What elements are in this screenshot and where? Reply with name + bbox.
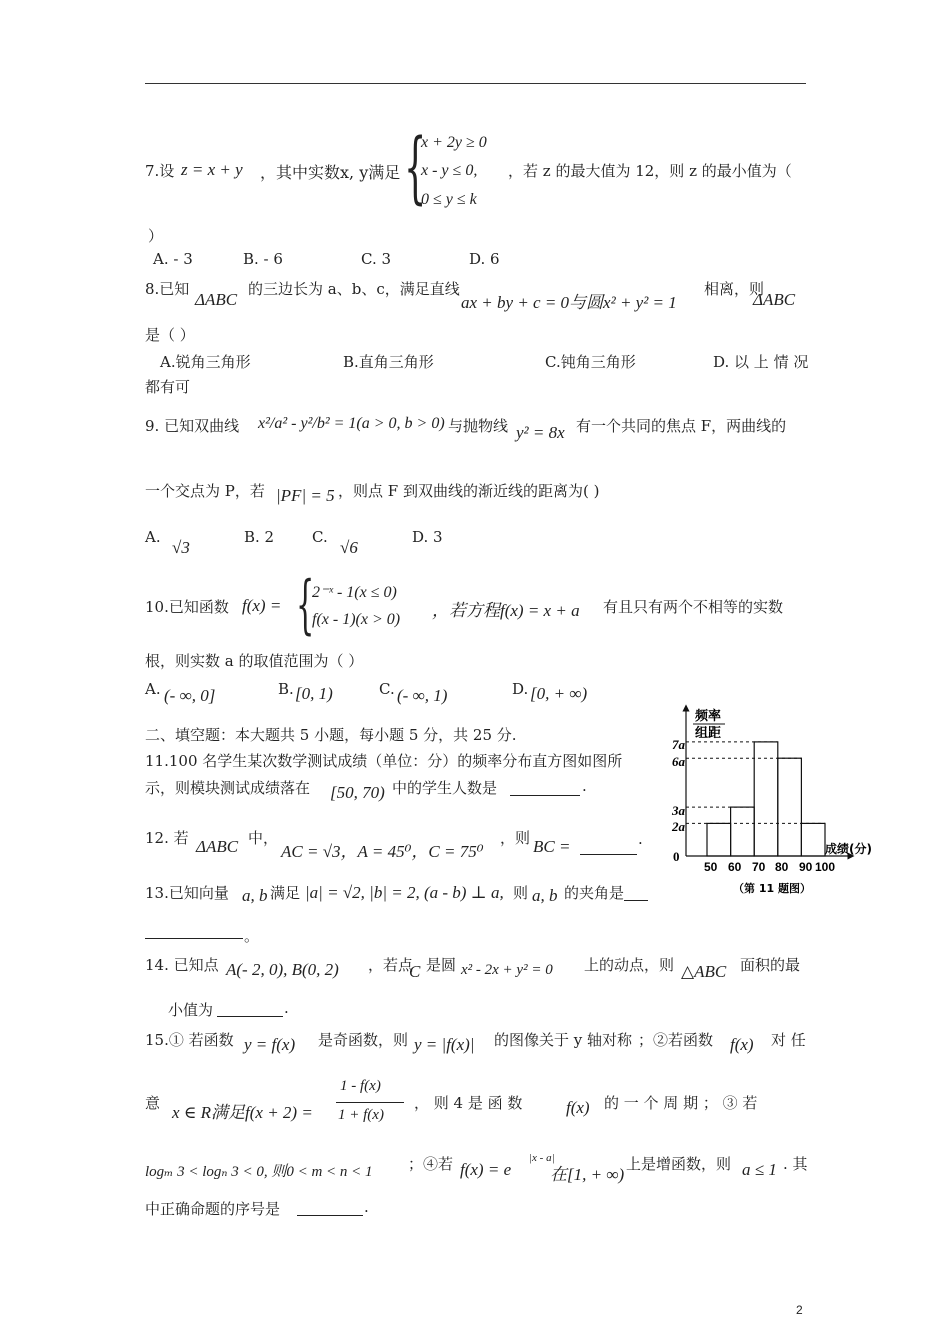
q10-option-a: A. [145, 680, 161, 698]
q14-answer-blank[interactable] [217, 1000, 283, 1017]
q14-line2a: 小值为 [168, 1001, 214, 1019]
ytick-3a: 3a [672, 803, 685, 818]
q15-end: . [364, 1198, 369, 1216]
q15-l1b: 是奇函数，则 [318, 1031, 409, 1049]
q14-circle: x² - 2x + y² = 0 [461, 962, 553, 978]
q10-option-a-value: (- ∞, 0] [164, 686, 216, 705]
q7-close: ） [148, 227, 164, 245]
q15-l2b: ， 则 4 是 函 数 [414, 1094, 523, 1112]
q10-cond: ，若方程f(x) = x + a [432, 601, 580, 620]
q7-sys-2: x - y ≤ 0, [421, 162, 478, 179]
q8-option-d: D. 以 上 情 况 [713, 353, 809, 371]
q9-parabola: y² = 8x [516, 423, 565, 442]
q15-l2-numerator: 1 - f(x) [340, 1078, 381, 1094]
q7-tail: ，若 z 的最大值为 12，则 z 的最小值为（ [508, 162, 792, 180]
q15-l3i: a ≤ 1 [742, 1160, 777, 1179]
ytick-2a: 2a [672, 819, 685, 834]
q11-interval: [50, 70) [330, 783, 385, 802]
xtick-50: 50 [704, 860, 718, 874]
q15-l3a: ；④若 [408, 1155, 454, 1173]
xtick-80: 80 [775, 860, 789, 874]
q11-end: . [582, 777, 587, 795]
q15-l3g: f(x) = e [460, 1160, 512, 1179]
q9-option-d: D. 3 [412, 528, 443, 546]
q9-pf: |PF| = 5 [276, 486, 335, 505]
q14-tail: 上的动点，则 [584, 956, 675, 974]
q13-mid: 满足 [270, 884, 301, 902]
q12-answer-blank[interactable] [580, 838, 637, 855]
q7-option-b: B. - 6 [243, 250, 283, 268]
q15-l1h: f(x) [730, 1035, 754, 1054]
q7-option-a: A. - 3 [153, 250, 193, 268]
q15-l4a: 中正确命题的序号是 [145, 1200, 281, 1218]
q12-cond: AC = √3，A = 45⁰，C = 75⁰ [281, 842, 484, 861]
q14-end: 面积的最 [740, 956, 801, 974]
q10-fx: f(x) = [242, 596, 282, 615]
q12-tri: ΔABC [196, 837, 239, 856]
histogram-bar-2 [731, 807, 755, 856]
q10-option-b-value: [0, 1) [295, 684, 333, 703]
q7-option-d: D. 6 [469, 250, 500, 268]
histogram-bar-4 [778, 758, 802, 856]
histogram-bar-5 [801, 823, 825, 856]
q10-option-d: D. [512, 680, 529, 698]
q8-option-c: C.钝角三角形 [545, 353, 636, 371]
q9-option-a: A. [145, 528, 161, 546]
q14-tri: △ABC [681, 962, 727, 981]
q8-tri: ΔABC [195, 290, 238, 309]
q12-mid: 中， [248, 829, 279, 847]
q8-mid: 的三边长为 a、b、c，满足直线 [248, 280, 460, 298]
q12-end: . [638, 830, 643, 848]
q9-option-c: C. [312, 528, 328, 546]
q15-l1c: 的图像关于 y 轴对称 [494, 1031, 633, 1049]
q13-tail: 则 [513, 884, 529, 902]
q7-expr: z = x + y [181, 160, 243, 179]
q15-l2-denominator: 1 + f(x) [338, 1107, 384, 1123]
q15-l3h: 在[1, + ∞) [550, 1165, 625, 1184]
q15-answer-blank[interactable] [297, 1199, 363, 1216]
q9-hyperbola: x²/a² - y²/b² = 1(a > 0, b > 0) [258, 415, 445, 432]
xtick-60: 60 [728, 860, 742, 874]
section-2-heading: 二、填空题：本大题共 5 小题，每小题 5 分，共 25 分. [145, 726, 517, 744]
q9-line2b: ，则点 F 到双曲线的渐近线的距离为( ) [338, 482, 600, 500]
q11-line2b: 中的学生人数是 [392, 779, 498, 797]
q14-mid2: 是圆 [426, 956, 457, 974]
q13-vec2: a, b [532, 886, 558, 905]
q11-line2a: 示，则模块测试成绩落在 [145, 779, 311, 797]
q9-option-b: B. 2 [244, 528, 275, 546]
q13-vec: a, b [242, 886, 268, 905]
q7-sys-3: 0 ≤ y ≤ k [421, 191, 477, 208]
q7-sys-1: x + 2y ≥ 0 [421, 134, 487, 151]
histogram-bar-3 [754, 742, 778, 856]
q14-end2: . [284, 999, 289, 1017]
q15-l2f: x ∈ R满足f(x + 2) = [172, 1103, 313, 1122]
q13-end: 的夹角是 [564, 884, 625, 902]
q13-answer-blank-b[interactable] [145, 924, 243, 939]
q10-option-b: B. [278, 680, 294, 698]
q13-lead: 13.已知向量 [145, 884, 229, 902]
q12-lead: 12. 若 [145, 829, 189, 847]
q8-option-b: B.直角三角形 [343, 353, 434, 371]
xtick-100: 100 [815, 860, 836, 874]
q10-option-d-value: [0, + ∞) [530, 684, 588, 703]
q10-brace: { [296, 568, 315, 642]
q7-lead: 7.设 [145, 162, 175, 180]
ytick-7a: 7a [672, 737, 685, 752]
q15-l1a: 15.① 若函数 [145, 1031, 234, 1049]
q12-tail: ，则 [500, 829, 531, 847]
origin-label: 0 [673, 849, 680, 864]
q14-points: A(- 2, 0), B(0, 2) [226, 960, 339, 979]
xtick-90: 90 [799, 860, 813, 874]
frequency-histogram [665, 700, 895, 910]
page-number: 2 [796, 1303, 803, 1317]
q14-mid: ，若点 [368, 956, 414, 974]
q10-line2: 根，则实数 a 的取值范围为（ ） [145, 652, 364, 670]
q8-tail: 相离，则 [704, 280, 765, 298]
figure-caption: （第 11 题图） [733, 882, 811, 895]
q8-tri2: ΔABC [753, 290, 796, 309]
q7-cond: ，其中实数x, y满足 [260, 163, 401, 182]
q14-lead: 14. 已知点 [145, 956, 219, 974]
histogram-bar-1 [707, 823, 731, 856]
q12-ask: BC = [533, 837, 571, 856]
q9-option-c-value: √6 [340, 538, 358, 557]
q10-piece-1: 2⁻ˣ - 1(x ≤ 0) [312, 584, 397, 601]
q15-l2c: 的 一 个 周 期 ； ③ 若 [604, 1094, 758, 1112]
q10-lead: 10.已知函数 [145, 598, 229, 616]
q8-lead: 8.已知 [145, 280, 190, 298]
q15-l3b: 上是增函数，则 [626, 1155, 732, 1173]
q8-wrap: 都有可 [145, 378, 191, 396]
q8-line2: 是（ ） [145, 326, 195, 344]
q8-line: ax + by + c = 0与圆x² + y² = 1 [461, 293, 677, 312]
q15-l1e: 对 任 [771, 1031, 806, 1049]
xlabel: 成绩(分) [825, 842, 872, 856]
q15-l3f: logₘ 3 < logₙ 3 < 0, 则0 < m < n < 1 [145, 1164, 373, 1180]
q13-answer-blank-a[interactable] [624, 884, 648, 901]
q15-l1g: y = |f(x)| [414, 1035, 475, 1054]
q7-option-c: C. 3 [361, 250, 392, 268]
q10-tail: 有且只有两个不相等的实数 [603, 598, 784, 616]
q7-brace: { [404, 123, 427, 213]
q15-l3-exponent: |x - a| [529, 1152, 555, 1164]
ylabel-top: 频率 [695, 709, 722, 724]
q11-answer-blank[interactable] [510, 778, 580, 796]
q15-fraction-bar [336, 1102, 404, 1103]
q9-option-a-value: √3 [172, 538, 190, 557]
q15-l1d: ；②若函数 [638, 1031, 714, 1049]
q9-tail: 有一个共同的焦点 F，两曲线的 [576, 417, 787, 435]
q15-l2a: 意 [145, 1094, 161, 1112]
q10-option-c: C. [379, 680, 395, 698]
q10-piece-2: f(x - 1)(x > 0) [312, 611, 401, 628]
q11-line1: 11.100 名学生某次数学测试成绩（单位：分）的频率分布直方图如图所 [145, 752, 623, 770]
q8-option-a: A.锐角三角形 [160, 353, 251, 371]
q9-lead: 9. 已知双曲线 [145, 417, 240, 435]
q10-option-c-value: (- ∞, 1) [397, 686, 448, 705]
q9-line2a: 一个交点为 P，若 [145, 482, 265, 500]
q15-l2g: f(x) [566, 1098, 590, 1117]
ytick-6a: 6a [672, 754, 685, 769]
ylabel-bottom: 组距 [695, 726, 722, 741]
q15-l3c: . 其 [783, 1155, 808, 1173]
q13-end2: 。 [244, 927, 260, 945]
xtick-70: 70 [752, 860, 766, 874]
q13-cond: |a| = √2, |b| = 2, (a - b) ⊥ a, [305, 883, 504, 902]
q9-mid: 与抛物线 [448, 417, 509, 435]
q15-l1f: y = f(x) [244, 1035, 296, 1054]
q14-c: C [409, 962, 421, 981]
header-rule [145, 83, 806, 84]
